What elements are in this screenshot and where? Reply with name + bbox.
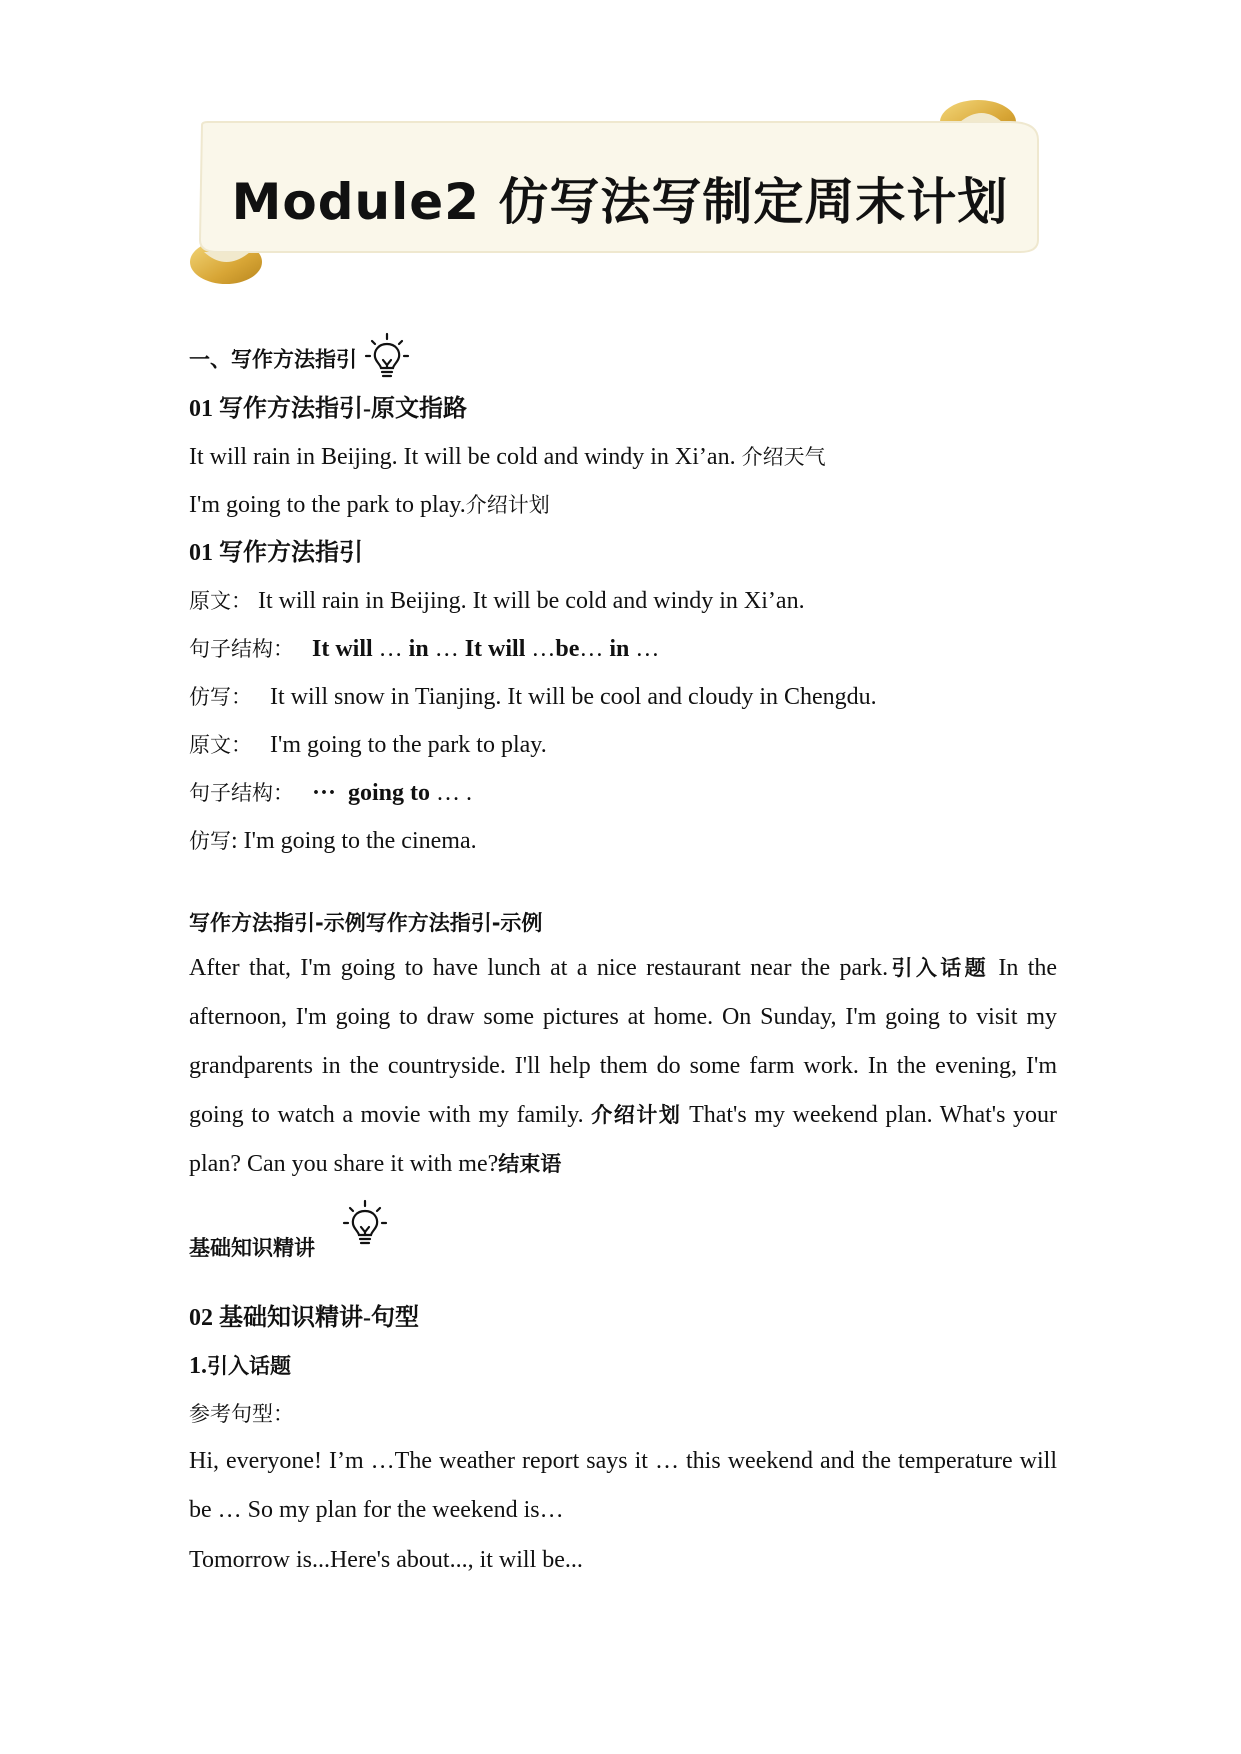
imitation-line-2 (189, 826, 1059, 856)
example-text-1: After that, I'm going to have lunch at a nice restaurant near the park. (189, 955, 889, 981)
weather-note: 介绍天气 (741, 445, 826, 469)
example-text-2: In the afternoon, I'm going to draw some pictures at home. On Sunday, I'm going to visit my grandparents in the countryside. I'll help them do some farm work. In the evening, I'm going to watch a movie with my family. (189, 955, 1058, 1128)
imitation-label: 仿写 (189, 829, 231, 853)
original-text: I'm going to the park to play. (270, 732, 547, 758)
item-number: 1. (189, 1353, 207, 1379)
plan-note: 介绍计划 (465, 493, 550, 517)
weather-line (189, 442, 1059, 472)
example-heading-text: 写作方法指引-示例写作方法指引-示例 (189, 911, 543, 935)
sub-heading-text: 01 写作方法指引-原文指路 (189, 396, 467, 422)
example-text-3: That's my weekend plan. What's your plan? Can you share it with me? (189, 1102, 1058, 1177)
section-heading-text: 一、写作方法指引 (189, 347, 357, 372)
sub-heading-text: 01 写作方法指引 (189, 540, 363, 566)
item-heading-text: 引入话题 (207, 1354, 291, 1378)
reference-sentence-2 (189, 1545, 1059, 1575)
lightbulb-icon (341, 1199, 389, 1257)
plan-sentence: I'm going to the park to play. (189, 492, 466, 518)
imitation-label: 仿写： (189, 685, 252, 709)
plan-line (189, 490, 1059, 520)
structure-keyword: It will (464, 636, 526, 662)
structure-keyword: in (609, 636, 630, 662)
example-tag-intro: 引入话题 (888, 956, 989, 980)
imitation-line-1 (189, 682, 1059, 712)
section-heading-1 (189, 332, 1059, 390)
reference-label: 参考句型： (189, 1402, 294, 1426)
page-title: Module2 仿写法写制定周末计划 (231, 173, 1009, 231)
title-banner (190, 100, 1050, 310)
imitation-text: It will snow in Tianjing. It will be cool and cloudy in Chengdu. (270, 684, 877, 710)
structure-gap: … . (430, 780, 473, 806)
lightbulb-icon (363, 332, 411, 390)
sub-heading-text: 02 基础知识精讲-句型 (189, 1305, 419, 1331)
sub-heading-2 (189, 538, 1059, 568)
reference-text: Hi, everyone! I’m …The weather report says it … this weekend and the temperature will be … So my plan for the weekend is… (189, 1448, 1057, 1523)
sub-heading-3 (189, 1303, 1059, 1333)
item-heading-1 (189, 1351, 1059, 1381)
structure-gap: … (579, 636, 610, 662)
original-label: 原文： (189, 733, 252, 757)
document-body (189, 330, 1059, 1575)
section-heading-2 (189, 1199, 1059, 1263)
structure-label: 句子结构： (189, 781, 294, 805)
structure-label: 句子结构： (189, 637, 294, 661)
original-line-2 (189, 730, 1059, 760)
example-tag-closing: 结束语 (498, 1152, 562, 1176)
structure-gap: … (428, 636, 465, 662)
structure-ellipsis: ··· (312, 780, 337, 806)
imitation-text: : I'm going to the cinema. (231, 828, 477, 854)
weather-sentence: It will rain in Beijing. It will be cold and windy in Xi’an. (189, 444, 736, 470)
structure-gap: … (372, 636, 409, 662)
original-line-1 (189, 586, 1059, 616)
reference-sentence-1 (189, 1437, 1057, 1535)
example-paragraph (189, 944, 1057, 1189)
reference-text: Tomorrow is...Here's about..., it will be... (189, 1547, 583, 1573)
sub-heading-1 (189, 394, 1059, 424)
structure-line-2 (189, 778, 1059, 808)
structure-gap: … (629, 636, 660, 662)
structure-keyword: in (408, 636, 429, 662)
original-text: It will rain in Beijing. It will be cold and windy in Xi’an. (258, 588, 805, 614)
section-heading-text: 基础知识精讲 (189, 1236, 315, 1260)
example-tag-plan: 介绍计划 (591, 1103, 682, 1127)
example-heading (189, 908, 1059, 938)
structure-keyword: be (555, 636, 580, 662)
structure-keyword: going to (348, 780, 431, 806)
reference-label-line (189, 1399, 1059, 1429)
structure-keyword: It will (312, 636, 373, 662)
original-label: 原文： (189, 589, 252, 613)
structure-gap: … (525, 636, 556, 662)
structure-line-1 (189, 634, 1059, 664)
